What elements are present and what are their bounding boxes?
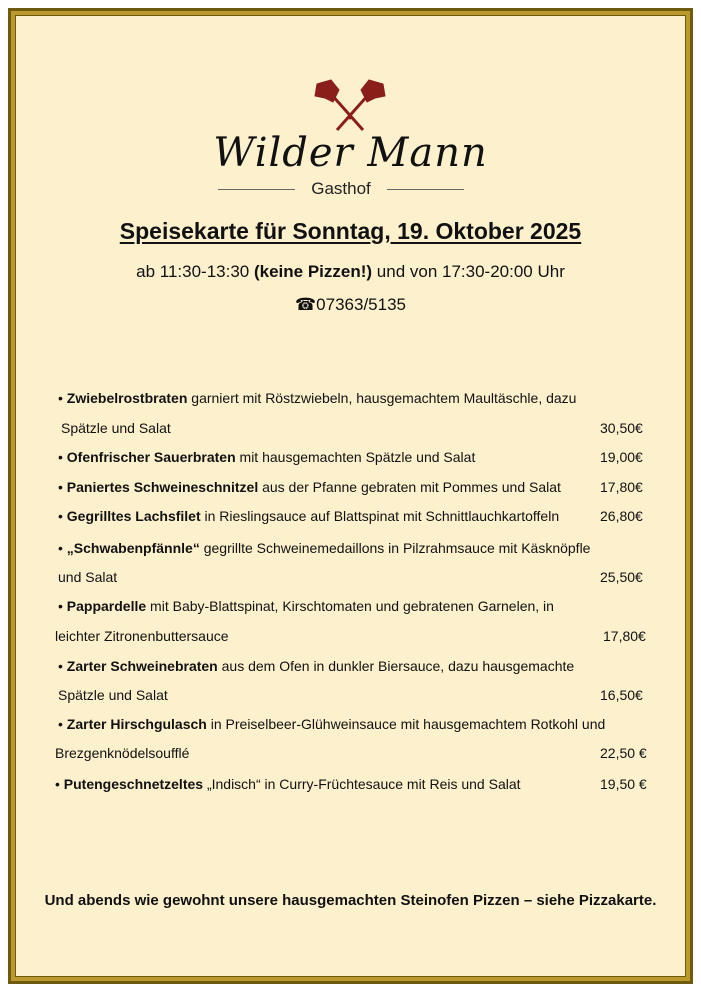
dish-description: aus der Pfanne gebraten mit Pommes und Salat <box>258 479 561 495</box>
crossed-axes-logo-icon <box>305 72 395 136</box>
list-item <box>58 598 554 614</box>
dish-name: Zwiebelrostbraten <box>66 390 188 406</box>
dish-description-cont: Brezgenknödelsoufflé <box>55 745 190 761</box>
bullet: • <box>58 390 63 406</box>
dish-description-cont: leichter Zitronenbuttersauce <box>55 628 229 644</box>
dish-name: Paniertes Schweineschnitzel <box>66 479 259 495</box>
list-item <box>58 658 574 674</box>
dish-price: 30,50€ <box>600 420 643 436</box>
hours-note: (keine Pizzen!) <box>253 262 373 281</box>
list-item <box>55 776 521 792</box>
hours-post: und von 17:30-20:00 Uhr <box>372 262 565 281</box>
dish-name: Pappardelle <box>66 598 147 614</box>
footer-note: Und abends wie gewohnt unsere hausgemachten Steinofen Pizzen – siehe Pizzakarte. <box>44 892 657 909</box>
brand-name: Wilder Mann <box>213 130 488 176</box>
dish-description: mit hausgemachten Spätzle und Salat <box>235 449 476 465</box>
list-item <box>58 716 605 732</box>
dish-price: 17,80€ <box>600 479 643 495</box>
dish-name: „Schwabenpfännle“ <box>66 540 200 556</box>
dish-name: Zarter Hirschgulasch <box>66 716 207 732</box>
dish-name: Gegrilltes Lachsfilet <box>66 508 201 524</box>
page-title: Speisekarte für Sonntag, 19. Oktober 2025 <box>119 218 582 244</box>
dish-price: 25,50€ <box>600 569 643 585</box>
phone-icon: ☎ <box>294 295 317 314</box>
dish-price: 22,50 € <box>600 745 647 761</box>
list-item <box>58 479 561 495</box>
divider <box>218 189 295 190</box>
dish-description: aus dem Ofen in dunkler Biersauce, dazu hausgemachte <box>217 658 575 674</box>
opening-hours <box>0 262 701 282</box>
bullet: • <box>58 479 63 495</box>
dish-name: Ofenfrischer Sauerbraten <box>66 449 236 465</box>
bullet: • <box>58 658 63 674</box>
dish-name: Zarter Schweinebraten <box>66 658 218 674</box>
bullet: • <box>58 449 63 465</box>
dish-description: mit Baby-Blattspinat, Kirschtomaten und gebratenen Garnelen, in <box>146 598 554 614</box>
divider <box>387 189 464 190</box>
hours-pre: ab 11:30-13:30 <box>136 262 254 281</box>
bullet: • <box>58 540 63 556</box>
dish-description-cont: Spätzle und Salat <box>58 687 168 703</box>
dish-description-cont: und Salat <box>58 569 118 585</box>
dish-description: in Preiselbeer-Glühweinsauce mit hausgemachtem Rotkohl und <box>206 716 606 732</box>
dish-price: 19,00€ <box>600 449 643 465</box>
bullet: • <box>58 598 63 614</box>
dish-price: 19,50 € <box>600 776 647 792</box>
list-item <box>58 540 590 556</box>
list-item <box>58 449 475 465</box>
phone-line <box>0 295 701 315</box>
dish-description: in Rieslingsauce auf Blattspinat mit Schnittlauchkartoffeln <box>200 508 560 524</box>
dish-price: 16,50€ <box>600 687 643 703</box>
dish-price: 26,80€ <box>600 508 643 524</box>
brand-subtitle: Gasthof <box>311 179 371 198</box>
dish-description: gegrillte Schweinemedaillons in Pilzrahmsauce mit Käsknöpfle <box>199 540 591 556</box>
bullet: • <box>55 776 60 792</box>
bullet: • <box>58 716 63 732</box>
bullet: • <box>58 508 63 524</box>
dish-description: garniert mit Röstzwiebeln, hausgemachtem Maultäschle, dazu <box>187 390 577 406</box>
dish-name: Putengeschnetzeltes <box>63 776 204 792</box>
dish-price: 17,80€ <box>603 628 646 644</box>
list-item <box>58 390 576 406</box>
dish-description: „Indisch“ in Curry-Früchtesauce mit Reis und Salat <box>203 776 521 792</box>
phone-number: 07363/5135 <box>316 295 406 314</box>
brand-subtitle-row <box>218 178 464 200</box>
list-item <box>58 508 559 524</box>
dish-description-cont: Spätzle und Salat <box>61 420 171 436</box>
